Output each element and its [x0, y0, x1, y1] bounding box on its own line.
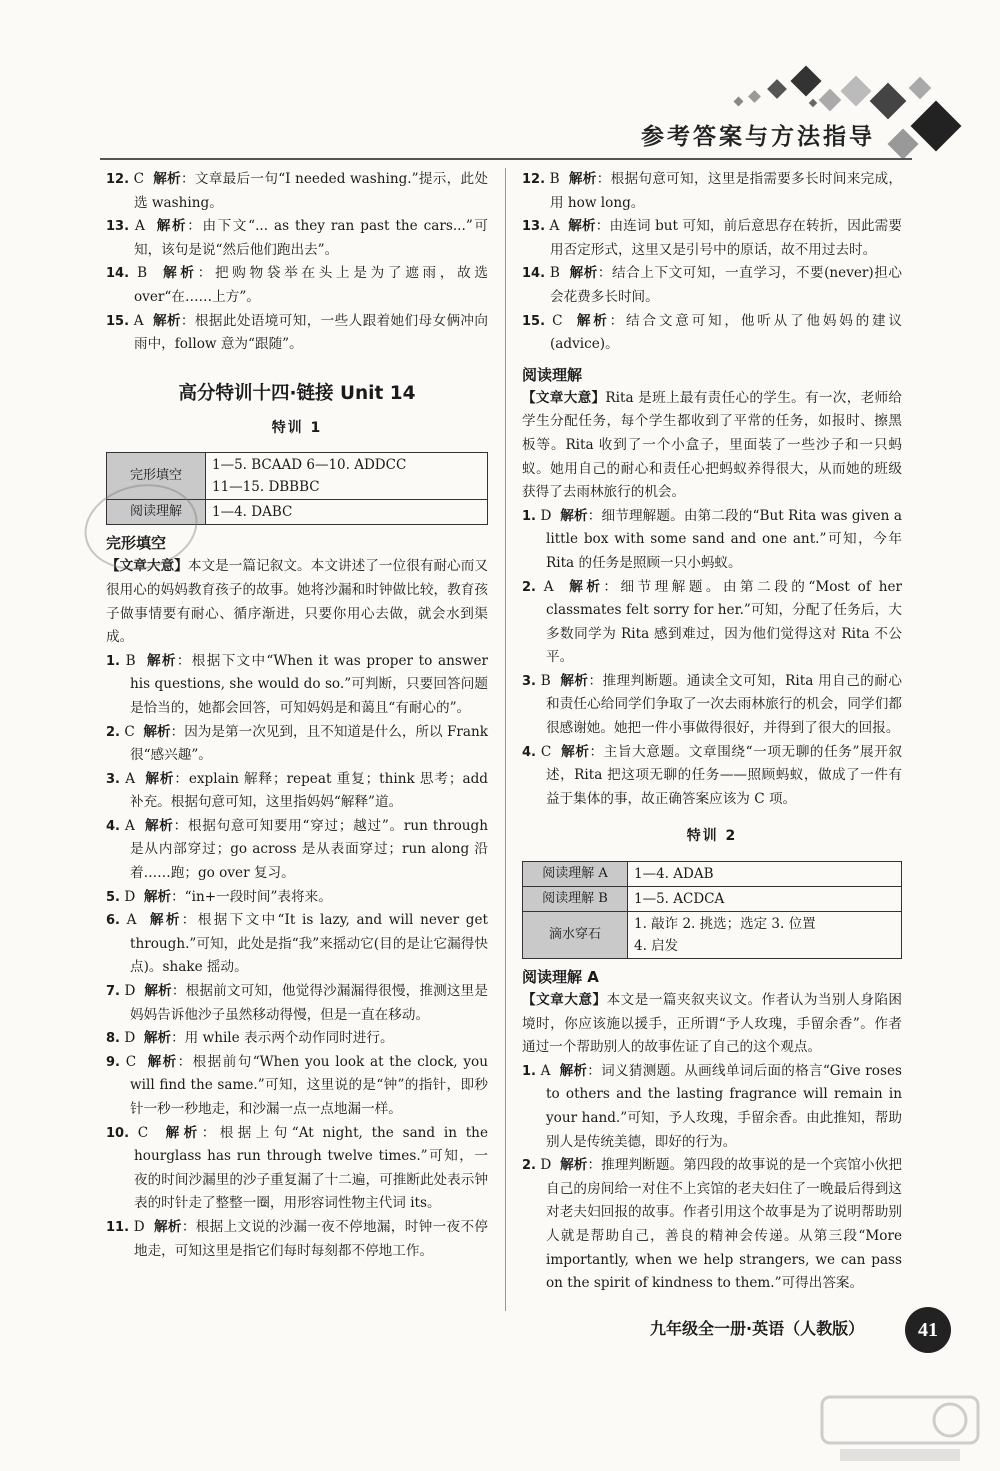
footer-text: 九年级全一册·英语（人教版）	[650, 1319, 865, 1338]
table-value: 1—5. BCAAD 6—10. ADDCC 11—15. DBBBC	[206, 453, 488, 500]
answer-item: 14. B 解析：结合上下文可知，一直学习，不要(never)担心会花费多长时间。	[522, 265, 902, 305]
answer-table	[522, 861, 902, 959]
answer-item: 6. A 解析：根据下文中“It is lazy, and will never get through.”可知，此处是指“我”来摇动它(目的是让它漏得快点)。shake 摇动。	[106, 912, 489, 976]
left-column	[106, 168, 488, 1263]
diamond-decoration	[767, 79, 787, 99]
diamond-decoration	[819, 89, 842, 112]
answer-item: 15. A 解析：根据此处语境可知，一些人跟着她们母女俩冲向雨中，follow 意为“跟随”。	[106, 312, 488, 353]
section-heading: 阅读理解 A	[522, 968, 599, 987]
watermark	[250, 860, 276, 925]
answer-item: 2. C 解析：因为是第一次见到，且不知道是什么，所以 Frank 很“感兴趣”。	[106, 723, 488, 764]
table-label: 完形填空	[107, 453, 206, 500]
header-title: 参考答案与方法指导	[641, 123, 875, 150]
page-header	[0, 0, 1000, 160]
diamond-decoration	[734, 97, 744, 107]
answer-item: 1. A 解析：词义猜测题。从画线单词后面的格言“Give roses to others and the lasting fragrance will remain in your hand.”可知，予人玫瑰，手留余香。由此推知，帮助别人是传统美德，即好的行为。	[522, 1062, 902, 1150]
answer-item: 7. D 解析：根据前文可知，他觉得沙漏漏得很慢，推测这里是妈妈告诉他沙子虽然移动得慢，但是一直在移动。	[106, 983, 489, 1023]
answer-item: 12. C 解析：文章最后一句“I needed washing.”提示，此处选 washing。	[106, 171, 488, 211]
table-label: 阅读理解 B	[523, 887, 628, 912]
table-row	[523, 912, 902, 959]
summary-paragraph: 【文章大意】本文是一篇夹叙夹议文。作者认为当别人身陷困境时，你应该施以援手，正所谓“予人玫瑰，手留余香”。作者通过一个帮助别人的故事佐证了自己的这个观点。	[522, 992, 903, 1056]
section-heading: 阅读理解	[522, 365, 583, 384]
answer-item: 10. C 解析：根据上句“At night, the sand in the hourglass has run through twelve times.”可知，一夜的时间沙漏里的沙子重复漏了十二遍，可推断此处表示钟表的时针走了整整一圈，用形容词性物主代词 its。	[106, 1124, 488, 1212]
unit-title: 高分特训十四·链接 Unit 14	[178, 382, 416, 404]
answer-item: 14. B 解析：把购物袋举在头上是为了遮雨，故选 over“在……上方”。	[106, 265, 488, 305]
answer-item: 13. A 解析：由连词 but 可知，前后意思存在转折，因此需要用否定形式，这里又是引号中的原话，故不用过去时。	[522, 218, 903, 258]
answer-item: 1. D 解析：细节理解题。由第二段的“But Rita was given a little box with some sand and one ant.”可知，今年 Rita 的任务是照顾一只小蚂蚁。	[522, 507, 902, 571]
answer-item: 1. B 解析：根据下文中“When it was proper to answer his questions, she would do so.”可判断，只要回答问题是恰当的，她都会回答，可知妈妈是和蔼且“有耐心的”。	[106, 652, 488, 716]
diamond-decoration	[790, 65, 821, 96]
summary-paragraph: 【文章大意】本文是一篇记叙文。本文讲述了一位很有耐心而又很用心的妈妈教育孩子的故事。她将沙漏和时钟做比较，教育孩子做事情要有耐心、循序渐进，只要你用心去做，就会水到渠成。	[106, 558, 489, 646]
table-value: 1—4. DABC	[206, 500, 488, 525]
table-label: 滴水穿石	[523, 912, 628, 959]
table-label: 阅读理解 A	[523, 862, 628, 887]
answer-item: 2. A 解析：细节理解题。由第二段的“Most of her classmates felt sorry for her.”可知，分配了任务后，大多数同学为 Rita 感到难过，因为他们觉得这对 Rita 不公平。	[522, 578, 902, 666]
column-divider	[505, 168, 506, 1311]
diamond-decoration	[909, 77, 932, 100]
header-rule	[100, 158, 912, 160]
answer-item: 3. B 解析：推理判断题。通读全文可知，Rita 用自己的耐心和责任心给同学们争取了一次去雨林旅行的机会，同学们都很感谢她。她把一件小事做得很好，并得到了很大的回报。	[522, 672, 902, 737]
answer-item: 8. D 解析：用 while 表示两个动作同时进行。	[106, 1030, 394, 1047]
table-row	[523, 887, 902, 912]
diamond-decoration	[870, 83, 907, 120]
section-heading: 完形填空	[106, 534, 167, 553]
diamond-decoration	[887, 128, 918, 159]
summary-paragraph: 【文章大意】Rita 是班上最有责任心的学生。有一次，老师给学生分配任务，每个学生都收到了平常的任务，如报时、擦黑板等。Rita 收到了一个小盒子，里面装了一些沙子和一只蚂蚁。她用自己的耐心和责任心把蚂蚁养得很大，从而她的班级获得了去雨林旅行的机会。	[522, 389, 902, 501]
answer-item: 13. A 解析：由下文“... as they ran past the cars...”可知，该句是说“然后他们跑出去”。	[106, 218, 489, 258]
answer-item: 2. D 解析：推理判断题。第四段的故事说的是一个宾馆小伙把自己的房间给一对住不上宾馆的老夫妇住了一晚最后得到这对老夫妇回报的故事。作者引用这个故事是为了说明帮助别人就是帮助自己，善良的精神会传递。从第三段“More importantly, when we help strangers, we can pass on the spirit of kindness to them.”可得出答案。	[522, 1157, 902, 1292]
table-value: 1—5. ACDCA	[628, 887, 902, 912]
table-row	[523, 862, 902, 887]
answer-item: 15. C 解析：结合文意可知，他听从了他妈妈的建议(advice)。	[522, 312, 903, 353]
watermark-logo-icon	[820, 1395, 980, 1465]
table-label: 阅读理解	[107, 500, 206, 525]
table-value: 1—4. ADAB	[628, 862, 902, 887]
diamond-decoration	[809, 99, 817, 107]
answer-item: 4. C 解析：主旨大意题。文章围绕“一项无聊的任务”展开叙述，Rita 把这项无聊的任务——照顾蚂蚁，做成了一件有益于集体的事，故正确答案应该为 C 项。	[522, 743, 903, 807]
table-value: 1. 敲诈 2. 挑选；选定 3. 位置 4. 启发	[628, 912, 902, 959]
page-number: 41	[905, 1307, 951, 1353]
right-column	[522, 168, 902, 1296]
training-subtitle: 特训 2	[686, 828, 738, 845]
answer-item: 11. D 解析：根据上文说的沙漏一夜不停地漏，时钟一夜不停地走，可知这里是指它们每时每刻都不停地工作。	[106, 1218, 489, 1259]
answer-item: 3. A 解析：explain 解释；repeat 重复；think 思考；add 补充。根据句意可知，这里指妈妈“解释”道。	[106, 770, 488, 811]
answer-item: 4. A 解析：根据句意可知要用“穿过；越过”。run through 是从内部穿过；go across 是从表面穿过；run along 沿着……跑；go over 复习。	[106, 817, 489, 882]
answer-item: 9. C 解析：根据前句“When you look at the clock, you will find the same.”可知，这里说的是“钟”的指针，即秒针一秒一秒地走，和沙漏一点一点地漏一样。	[106, 1053, 488, 1117]
diamond-decoration	[840, 75, 871, 106]
diamond-decoration	[748, 90, 761, 103]
answer-item: 12. B 解析：根据句意可知，这里是指需要多长时间来完成，用 how long。	[522, 171, 903, 211]
answer-item: 5. D 解析：“in+一段时间”表将来。	[106, 888, 332, 905]
training-subtitle: 特训 1	[271, 419, 323, 436]
